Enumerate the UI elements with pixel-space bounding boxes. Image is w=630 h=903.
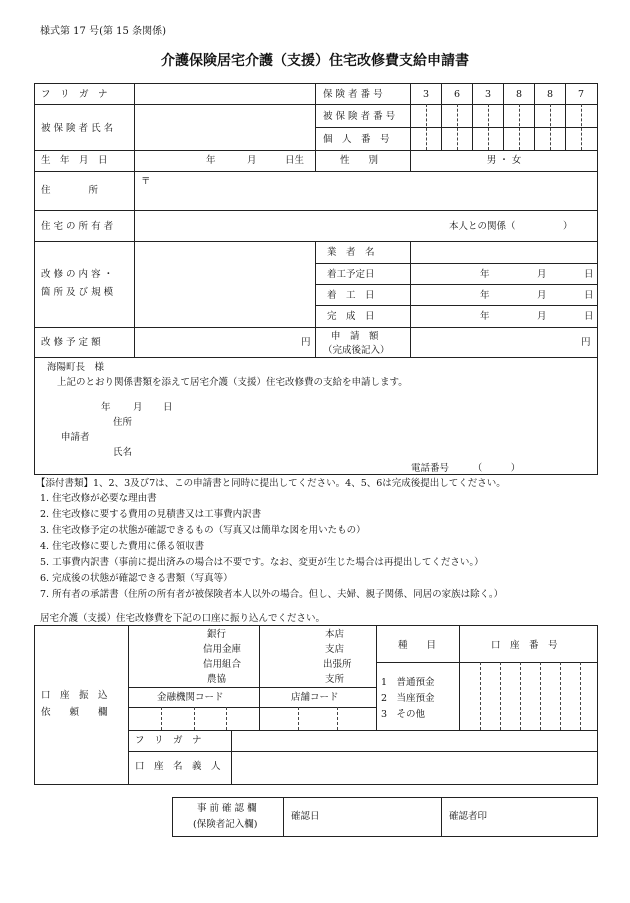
yen-unit: 円: [581, 337, 591, 348]
owner-relation: 本人との関係（ ）: [449, 221, 573, 232]
insured-number-label: 被 保 険 者 番 号: [323, 111, 396, 122]
account-type-option[interactable]: 3 その他: [381, 709, 426, 720]
month-unit: 月: [537, 290, 547, 301]
year-unit: 年: [480, 311, 490, 322]
institution-type[interactable]: 銀行: [207, 629, 227, 640]
declaration-year: 年: [101, 402, 111, 413]
branch-type[interactable]: 支店: [325, 644, 345, 655]
applicant-label: 申請者: [61, 432, 90, 443]
day-unit: 日: [584, 290, 594, 301]
birthdate-label: 生 年 月 日: [41, 155, 108, 166]
declaration-day: 日: [163, 402, 173, 413]
declaration-month: 月: [133, 402, 143, 413]
insurer-digit: 3: [422, 89, 430, 100]
renovation-content-field[interactable]: [135, 242, 314, 326]
account-type-label: 種 目: [398, 640, 437, 651]
furigana-label: フ リ ガ ナ: [41, 89, 108, 100]
applicant-address-field[interactable]: [143, 414, 563, 428]
month-unit: 月: [537, 311, 547, 322]
yen-unit: 円: [301, 337, 311, 348]
insured-name-label: 被 保 険 者 氏 名: [41, 123, 114, 134]
application-form: [34, 83, 598, 475]
confirmation-box: [172, 797, 598, 837]
attachment-item: 6. 完成後の状態が確認できる書類（写真等）: [40, 573, 233, 584]
insurer-digit: 3: [484, 89, 492, 100]
account-number-label: 口 座 番 号: [491, 640, 558, 651]
completion-date-label: 完 成 日: [327, 311, 375, 322]
attachments-heading: 【添付書類】1、2、3及び7は、この申請書と同時に提出してください。4、5、6は完成後提出してください。: [36, 478, 506, 489]
renovation-scale-label: 箇 所 及 び 規 模: [41, 287, 114, 298]
start-date-label: 着 工 日: [327, 290, 375, 301]
renovation-content-label: 改 修 の 内 容 ・: [41, 269, 114, 280]
branch-type[interactable]: 出張所: [323, 659, 352, 670]
transfer-label: 口 座 振 込: [41, 690, 108, 701]
insured-number-field[interactable]: [411, 105, 597, 126]
institution-type[interactable]: 農協: [207, 674, 227, 685]
birthdate-year-unit: 年: [206, 155, 216, 166]
page-title: 介護保険居宅介護（支援）住宅改修費支給申請書: [161, 53, 469, 69]
account-type-option[interactable]: 1 普通預金: [381, 677, 435, 688]
day-unit: 日: [584, 311, 594, 322]
month-unit: 月: [537, 269, 547, 280]
transfer-label: 依 頼 欄: [41, 707, 108, 718]
contractor-label: 業 者 名: [327, 247, 375, 258]
bank-transfer-form: [34, 625, 598, 785]
form-number: 様式第 17 号(第 15 条関係): [40, 26, 166, 37]
planned-start-label: 着工予定日: [327, 269, 375, 280]
insurer-digit: 7: [577, 89, 585, 100]
branch-type[interactable]: 本店: [325, 629, 345, 640]
attachment-item: 3. 住宅改修予定の状態が確認できるもの（写真又は簡単な図を用いたもの）: [40, 525, 366, 536]
attachment-item: 1. 住宅改修が必要な理由書: [40, 493, 157, 504]
confirmation-date-label: 確認日: [291, 811, 320, 822]
birthdate-day-unit: 日生: [285, 155, 305, 166]
institution-type[interactable]: 信用金庫: [203, 644, 242, 655]
institution-code-label: 金融機関コード: [157, 692, 224, 703]
applicant-name-field[interactable]: [143, 444, 563, 458]
branch-type[interactable]: 支所: [325, 674, 345, 685]
attachment-item: 2. 住宅改修に要する費用の見積書又は工事費内訳書: [40, 509, 262, 520]
attachment-item: 5. 工事費内訳書（事前に提出済みの場合は不要です。なお、変更が生じた場合は再提出してください。）: [40, 557, 484, 568]
account-holder-label: 口 座 名 義 人: [135, 761, 221, 772]
insured-name-field[interactable]: [135, 105, 314, 149]
account-holder-field[interactable]: [232, 752, 597, 783]
personal-number-field[interactable]: [411, 128, 597, 149]
owner-label: 住 宅 の 所 有 者: [41, 221, 114, 232]
year-unit: 年: [480, 290, 490, 301]
claim-amount-note: （完成後記入）: [323, 345, 390, 356]
branch-code-label: 店舗コード: [291, 692, 339, 703]
bank-intro: 居宅介護（支援）住宅改修費を下記の口座に振り込んでください。: [40, 613, 326, 624]
insurer-number-label: 保 険 者 番 号: [323, 89, 383, 100]
applicant-name-label: 氏名: [113, 447, 133, 458]
addressee: 海陽町長 様: [47, 362, 105, 373]
confirmation-label: 事 前 確 認 欄: [197, 803, 257, 814]
claim-amount-field[interactable]: [411, 328, 571, 356]
holder-furigana-label: フ リ ガ ナ: [135, 735, 202, 746]
declaration-statement: 上記のとおり関係書類を添えて居宅介護（支援）住宅改修費の支給を申請します。: [57, 377, 408, 388]
attachment-item: 7. 所有者の承諾書（住所の所有者が被保険者本人以外の場合。但し、夫婦、親子関係、同居の家族は除く。）: [40, 589, 504, 600]
year-unit: 年: [480, 269, 490, 280]
planned-amount-field[interactable]: [135, 328, 295, 356]
account-type-option[interactable]: 2 当座預金: [381, 693, 435, 704]
insurer-digit: 8: [546, 89, 554, 100]
holder-furigana-field[interactable]: [232, 731, 597, 750]
birthdate-month-unit: 月: [247, 155, 257, 166]
address-label: 住 所: [41, 185, 99, 196]
furigana-field[interactable]: [135, 85, 314, 103]
planned-amount-label: 改 修 予 定 額: [41, 337, 101, 348]
attachment-item: 4. 住宅改修に要した費用に係る領収書: [40, 541, 205, 552]
confirmer-seal-label: 確認者印: [449, 811, 488, 822]
gender-label: 性 別: [340, 155, 379, 166]
insurer-digit: 8: [515, 89, 523, 100]
personal-number-label: 個 人 番 号: [323, 134, 390, 145]
insurer-digit: 6: [453, 89, 461, 100]
phone-label: 電話番号 （ ）: [411, 463, 521, 474]
applicant-address-label: 住所: [113, 417, 133, 428]
claim-amount-label: 申 請 額: [331, 331, 379, 342]
confirmation-note: (保険者記入欄): [193, 819, 258, 830]
contractor-field[interactable]: [411, 242, 597, 262]
institution-type[interactable]: 信用組合: [203, 659, 242, 670]
owner-field[interactable]: [135, 211, 435, 240]
day-unit: 日: [584, 269, 594, 280]
postal-mark: 〒: [141, 176, 151, 187]
address-field[interactable]: [135, 172, 597, 209]
gender-options[interactable]: 男 ・ 女: [486, 155, 522, 166]
